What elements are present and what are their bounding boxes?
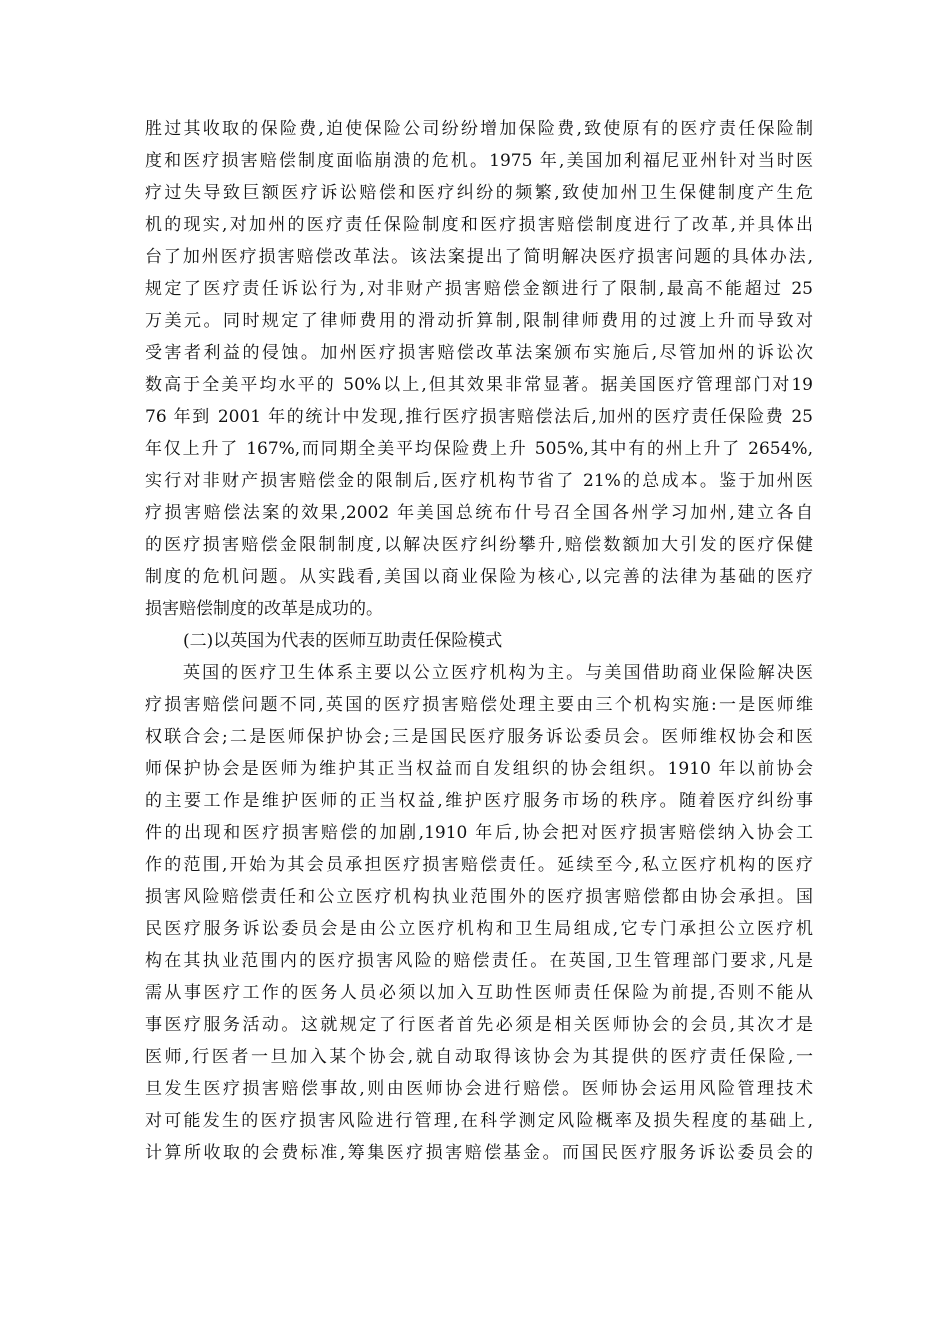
text-line: 损害赔偿制度的改革是成功的。 <box>145 599 383 619</box>
text-line: 万美元。同时规定了律师费用的滑动折算制,限制律师费用的过渡上升而导致对 <box>145 311 813 331</box>
text-line: 计算所收取的会费标准,筹集医疗损害赔偿基金。而国民医疗服务诉讼委员会的 <box>145 1143 813 1163</box>
text-line: 构在其执业范围内的医疗损害风险的赔偿责任。在英国,卫生管理部门要求,凡是 <box>145 951 813 971</box>
text-line: 件的出现和医疗损害赔偿的加剧,1910 年后,协会把对医疗损害赔偿纳入协会工 <box>145 823 813 843</box>
text-line: 旦发生医疗损害赔偿事故,则由医师协会进行赔偿。医师协会运用风险管理技术 <box>145 1079 813 1099</box>
text-line: 机的现实,对加州的医疗责任保险制度和医疗损害赔偿制度进行了改革,并具体出 <box>145 215 813 235</box>
text-line: 76 年到 2001 年的统计中发现,推行医疗损害赔偿法后,加州的医疗责任保险费 25 <box>145 407 813 427</box>
paragraph-us-model <box>145 113 813 625</box>
text-line: 数高于全美平均水平的 50%以上,但其效果非常显著。据美国医疗管理部门对19 <box>145 375 813 395</box>
text-line: 的医疗损害赔偿金限制制度,以解决医疗纠纷攀升,赔偿数额加大引发的医疗保健 <box>145 535 813 555</box>
text-line: 实行对非财产损害赔偿金的限制后,医疗机构节省了 21%的总成本。鉴于加州医 <box>145 471 813 491</box>
text-line: 事医疗服务活动。这就规定了行医者首先必须是相关医师协会的会员,其次才是 <box>145 1015 813 1035</box>
text-line: 疗损害赔偿法案的效果,2002 年美国总统布什号召全国各州学习加州,建立各自 <box>145 503 813 523</box>
text-line: 疗损害赔偿问题不同,英国的医疗损害赔偿处理主要由三个机构实施:一是医师维 <box>145 695 813 715</box>
text-line: 胜过其收取的保险费,迫使保险公司纷纷增加保险费,致使原有的医疗责任保险制 <box>145 119 813 139</box>
document-body <box>145 113 813 1169</box>
text-line: 英国的医疗卫生体系主要以公立医疗机构为主。与美国借助商业保险解决医 <box>183 663 813 683</box>
text-line: 度和医疗损害赔偿制度面临崩溃的危机。1975 年,美国加利福尼亚州针对当时医 <box>145 151 813 171</box>
text-line: 损害风险赔偿责任和公立医疗机构执业范围外的医疗损害赔偿都由协会承担。国 <box>145 887 813 907</box>
text-line: 权联合会;二是医师保护协会;三是国民医疗服务诉讼委员会。医师维权协会和医 <box>145 727 813 747</box>
text-line: 制度的危机问题。从实践看,美国以商业保险为核心,以完善的法律为基础的医疗 <box>145 567 813 587</box>
text-line: 对可能发生的医疗损害风险进行管理,在科学测定风险概率及损失程度的基础上, <box>145 1111 813 1131</box>
text-line: 民医疗服务诉讼委员会是由公立医疗机构和卫生局组成,它专门承担公立医疗机 <box>145 919 813 939</box>
text-line: 台了加州医疗损害赔偿改革法。该法案提出了简明解决医疗损害问题的具体办法, <box>145 247 813 267</box>
text-line: 医师,行医者一旦加入某个协会,就自动取得该协会为其提供的医疗责任保险,一 <box>145 1047 813 1067</box>
text-line: 规定了医疗责任诉讼行为,对非财产损害赔偿金额进行了限制,最高不能超过 25 <box>145 279 813 299</box>
text-line: 需从事医疗工作的医务人员必须以加入互助性医师责任保险为前提,否则不能从 <box>145 983 813 1003</box>
text-line: 作的范围,开始为其会员承担医疗损害赔偿责任。延续至今,私立医疗机构的医疗 <box>145 855 813 875</box>
text-line: 年仅上升了 167%,而同期全美平均保险费上升 505%,其中有的州上升了 2654%, <box>145 439 813 459</box>
text-line: 的主要工作是维护医师的正当权益,维护医疗服务市场的秩序。随着医疗纠纷事 <box>145 791 813 811</box>
text-line: 疗过失导致巨额医疗诉讼赔偿和医疗纠纷的频繁,致使加州卫生保健制度产生危 <box>145 183 813 203</box>
text-line: 师保护协会是医师为维护其正当权益而自发组织的协会组织。1910 年以前协会 <box>145 759 813 779</box>
section-heading: (二)以英国为代表的医师互助责任保险模式 <box>183 631 503 651</box>
text-line: 受害者利益的侵蚀。加州医疗损害赔偿改革法案颁布实施后,尽管加州的诉讼次 <box>145 343 813 363</box>
paragraph-uk-model <box>145 657 813 1169</box>
